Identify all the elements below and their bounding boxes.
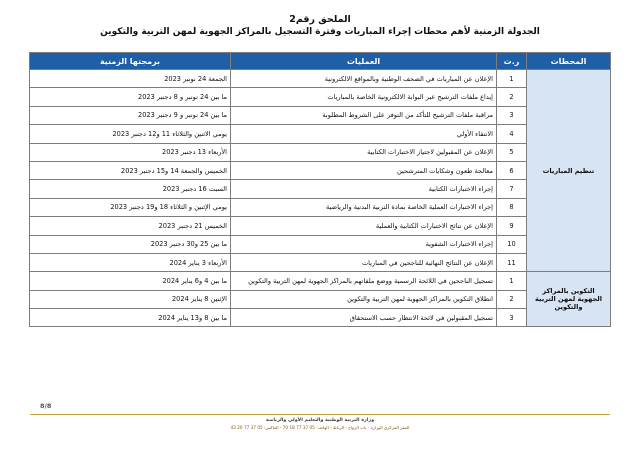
timeline-cell: الخميس 21 دجنبر 2023 xyxy=(30,217,231,235)
table-row xyxy=(30,290,611,308)
timeline-cell: الأربعاء 13 دجنبر 2023 xyxy=(30,143,231,161)
row-number: 7 xyxy=(497,180,527,198)
table-row xyxy=(30,217,611,235)
operation-cell: تسجيل الناجحين في اللائحة الرسمية ووضع ملفاتهم بالمراكز الجهوية لمهن التربية والتكوين xyxy=(231,272,497,290)
header-stage: المحطات xyxy=(527,53,611,70)
timeline-cell: السبت 16 دجنبر 2023 xyxy=(30,180,231,198)
table-row xyxy=(30,198,611,216)
footer xyxy=(170,417,470,431)
table-row xyxy=(30,125,611,143)
schedule-table xyxy=(29,52,611,327)
stage-cell: تنظيم المباريات xyxy=(527,70,611,272)
table-row xyxy=(30,309,611,327)
row-number: 10 xyxy=(497,235,527,253)
schedule-body xyxy=(30,70,611,327)
timeline-cell: الجمعة 24 نونبر 2023 xyxy=(30,70,231,88)
timeline-cell: ما بين 4 و6 يناير 2024 xyxy=(30,272,231,290)
timeline-cell: الخميس والجمعة 14 و15 دجنبر 2023 xyxy=(30,161,231,179)
timeline-cell: يومي الإثنين و الثلاثاء 18 و19 دجنبر 2023 xyxy=(30,198,231,216)
row-number: 3 xyxy=(497,309,527,327)
footer-ministry: وزارة التربية الوطنية والتعليم الأولي والرياضة xyxy=(265,418,375,423)
footer-divider xyxy=(30,414,610,415)
table-row xyxy=(30,235,611,253)
timeline-cell: ما بين 8 و13 يناير 2024 xyxy=(30,309,231,327)
timeline-cell: ما بين 25 و30 دجنبر 2023 xyxy=(30,235,231,253)
table-row xyxy=(30,106,611,124)
operation-cell: تسجيل المقبولين في لائحة الانتظار حسب الاستحقاق xyxy=(231,309,497,327)
operation-cell: الإعلان عن المقبولين لاجتياز الاختبارات الكتابية xyxy=(231,143,497,161)
row-number: 1 xyxy=(497,70,527,88)
operation-cell: إجراء الاختبارات الشفوية xyxy=(231,235,497,253)
row-number: 2 xyxy=(497,290,527,308)
operation-cell: إجراء الاختبارات العملية الخاصة بمادة التربية البدنية والرياضية xyxy=(231,198,497,216)
header-timeline: برمجتها الزمنية xyxy=(30,53,231,70)
row-number: 1 xyxy=(497,272,527,290)
row-number: 9 xyxy=(497,217,527,235)
header-number: ر.ت xyxy=(497,53,527,70)
row-number: 2 xyxy=(497,88,527,106)
operation-cell: الانتقاء الأولي xyxy=(231,125,497,143)
header-operations: العمليات xyxy=(231,53,497,70)
page-number: 8/8 xyxy=(40,402,52,410)
timeline-cell: ما بين 24 نونبر و 8 دجنبر 2023 xyxy=(30,88,231,106)
operation-cell: انطلاق التكوين بالمراكز الجهوية لمهن التربية والتكوين xyxy=(231,290,497,308)
row-number: 4 xyxy=(497,125,527,143)
annex-label: الملحق رقم2 xyxy=(289,14,351,25)
operation-cell: إيداع ملفات الترشيح عبر البوابة الالكترونية الخاصة بالمباريات xyxy=(231,88,497,106)
table-header-row xyxy=(30,53,611,70)
table-row xyxy=(30,253,611,271)
operation-cell: الإعلان عن المباريات في الصحف الوطنية وبالمواقع الالكترونية xyxy=(231,70,497,88)
table-row xyxy=(30,88,611,106)
operation-cell: الإعلان عن النتائج النهائية للناجحين في المباريات xyxy=(231,253,497,271)
table-row xyxy=(30,161,611,179)
operation-cell: إجراء الاختبارات الكتابية xyxy=(231,180,497,198)
operation-cell: مراقبة ملفات الترشيح للتأكد من التوفر على الشروط المطلوبة xyxy=(231,106,497,124)
stage-cell: التكوين بالمراكز الجهوية لمهن التربية والتكوين xyxy=(527,272,611,327)
table-row xyxy=(30,272,611,290)
timeline-cell: يومي الاثنين والثلاثاء 11 و12 دجنبر 2023 xyxy=(30,125,231,143)
row-number: 8 xyxy=(497,198,527,216)
row-number: 5 xyxy=(497,143,527,161)
timeline-cell: ما بين 24 نونبر و 9 دجنبر 2023 xyxy=(30,106,231,124)
timeline-cell: الأربعاء 3 يناير 2024 xyxy=(30,253,231,271)
operation-cell: معالجة طعون وشكايات المترشحين xyxy=(231,161,497,179)
table-row xyxy=(30,70,611,88)
row-number: 6 xyxy=(497,161,527,179)
page-title: الجدولة الزمنية لأهم محطات إجراء المباريات وفترة التسجيل بالمراكز الجهوية لمهن التربية والتكوين xyxy=(100,27,540,37)
row-number: 11 xyxy=(497,253,527,271)
row-number: 3 xyxy=(497,106,527,124)
timeline-cell: الإثنين 8 يناير 2024 xyxy=(30,290,231,308)
table-row xyxy=(30,143,611,161)
table-row xyxy=(30,180,611,198)
footer-address: المقر المركزي الوزارة - باب الرواح - الرباط - الهاتف: 05 37 77 18 70 - الفاكس: 05 37 77 20 43 xyxy=(230,425,410,430)
title-block xyxy=(0,13,640,38)
operation-cell: الإعلان عن نتائج الاختبارات الكتابية والعملية xyxy=(231,217,497,235)
